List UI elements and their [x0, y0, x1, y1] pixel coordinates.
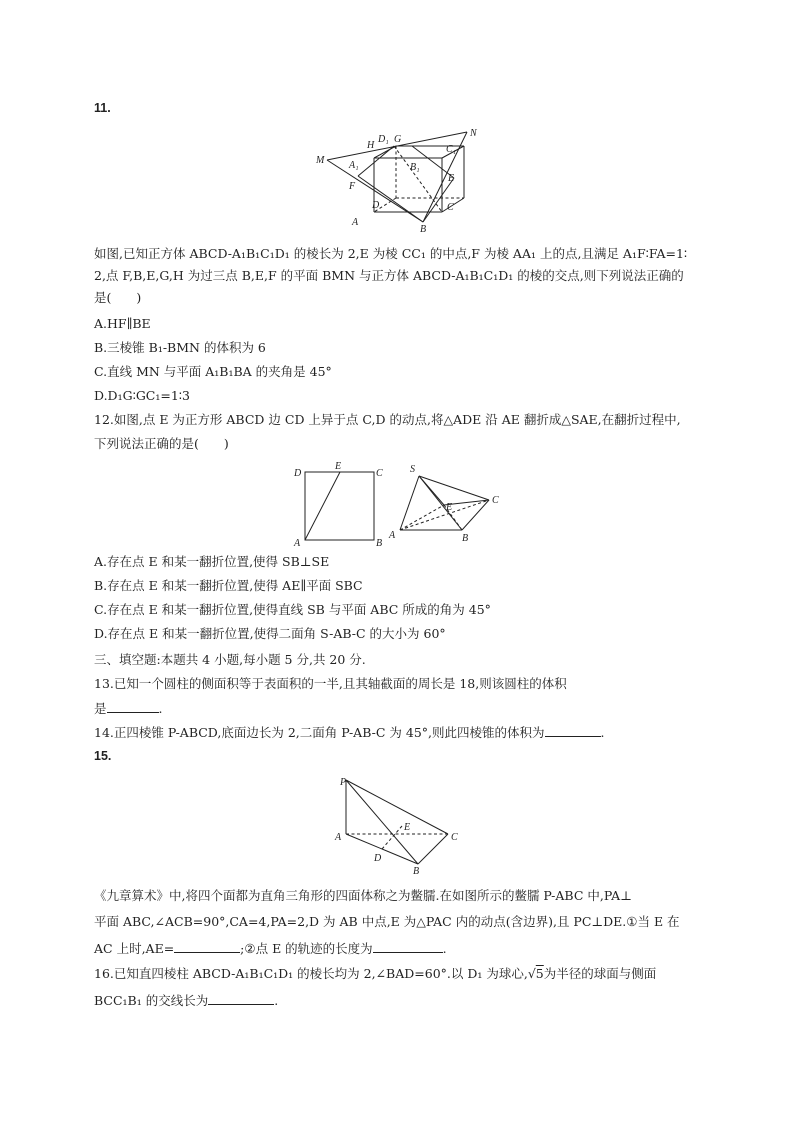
- q15-answer-blank-2[interactable]: [373, 940, 443, 953]
- section-3-heading: 三、填空题:本题共 4 小题,每小题 5 分,共 20 分.: [94, 652, 366, 667]
- q14-answer-blank[interactable]: [545, 724, 601, 737]
- q11-label-d: D: [372, 200, 380, 211]
- q13-line-1: 13.已知一个圆柱的侧面积等于表面积的一半,且其轴截面的周长是 18,则该圆柱的体积: [94, 676, 567, 691]
- q15-label-e: E: [404, 822, 411, 833]
- q11-label-a: A: [352, 217, 359, 228]
- q12-option-d: D.存在点 E 和某一翻折位置,使得二面角 S-AB-C 的大小为 60°: [94, 626, 446, 641]
- q12-folded-figure: [386, 462, 506, 544]
- sqrt-radicand: 5: [535, 966, 544, 981]
- q15-answer-blank-1[interactable]: [174, 940, 240, 953]
- q12-option-b: B.存在点 E 和某一翻折位置,使得 AE∥平面 SBC: [94, 578, 363, 593]
- q11-cube-figure: [312, 126, 488, 234]
- q12-left-label-c: C: [376, 468, 383, 479]
- q14-text: 14.正四棱锥 P-ABCD,底面边长为 2,二面角 P-AB-C 为 45°,则此四棱锥的体积为: [94, 725, 545, 740]
- q11-stem-line-1: 如图,已知正方体 ABCD-A₁B₁C₁D₁ 的棱长为 2,E 为棱 CC₁ 的中点,F 为棱 AA₁ 上的点,且满足 A₁F∶FA=1∶: [94, 246, 688, 261]
- q16-line-1: [94, 966, 656, 982]
- q15-line-3-c: .: [442, 941, 447, 956]
- q12-option-c: C.存在点 E 和某一翻折位置,使得直线 SB 与平面 ABC 所成的角为 45°: [94, 602, 491, 617]
- q12-right-label-b: B: [462, 533, 469, 544]
- q15-label-p: P: [340, 777, 347, 788]
- q11-label-c1: C₁: [446, 144, 457, 155]
- q16-answer-blank[interactable]: [208, 992, 274, 1005]
- q12-stem-line-2: 下列说法正确的是( ): [94, 436, 229, 451]
- q15-number: 15.: [94, 749, 112, 763]
- q11-label-m: M: [316, 155, 325, 166]
- q16-line-2-b: .: [274, 993, 279, 1008]
- sqrt-symbol: √5: [527, 966, 544, 981]
- q12-left-label-d: D: [294, 468, 302, 479]
- q12-left-label-b: B: [376, 538, 383, 548]
- q16-line-1-b: 为半径的球面与侧面: [543, 966, 657, 981]
- q11-label-b1: B₁: [410, 162, 420, 173]
- q11-label-a1: A₁: [349, 160, 359, 171]
- q12-left-label-e: E: [335, 461, 342, 472]
- q13-answer-blank[interactable]: [107, 700, 159, 713]
- q12-right-label-c: C: [492, 495, 499, 506]
- q11-option-c: C.直线 MN 与平面 A₁B₁BA 的夹角是 45°: [94, 364, 332, 379]
- q13-line-2-suffix: .: [158, 701, 163, 716]
- q12-left-label-a: A: [294, 538, 301, 548]
- q15-line-2: 平面 ABC,∠ACB=90°,CA=4,PA=2,D 为 AB 中点,E 为△PAC 内的动点(含边界),且 PC⊥DE.①当 E 在: [94, 914, 680, 929]
- q11-label-g: G: [394, 134, 402, 145]
- q15-line-3-b: ;②点 E 的轨迹的长度为: [240, 941, 373, 956]
- q12-square-figure: [290, 460, 386, 548]
- q11-label-d1: D₁: [378, 134, 389, 145]
- q11-label-c: C: [447, 202, 454, 213]
- q11-label-f: F: [349, 181, 356, 192]
- q13-line-2-prefix: 是: [94, 701, 107, 716]
- q15-label-b: B: [413, 866, 420, 874]
- q14-line: [94, 724, 604, 741]
- q11-label-n: N: [470, 128, 477, 139]
- q15-label-a: A: [335, 832, 342, 843]
- q11-option-b: B.三棱锥 B₁-BMN 的体积为 6: [94, 340, 266, 355]
- q12-option-a: A.存在点 E 和某一翻折位置,使得 SB⊥SE: [94, 554, 330, 569]
- q14-suffix: .: [600, 725, 605, 740]
- q11-stem-line-3: 是( ): [94, 290, 142, 305]
- q12-stem-line-1: 12.如图,点 E 为正方形 ABCD 边 CD 上异于点 C,D 的动点,将△ADE 沿 AE 翻折成△SAE,在翻折过程中,: [94, 412, 681, 427]
- q12-right-label-e: E: [446, 502, 453, 513]
- q11-option-a: A.HF∥BE: [94, 316, 151, 331]
- q16-line-2-a: BCC₁B₁ 的交线长为: [94, 993, 209, 1008]
- q16-line-1-a: 16.已知直四棱柱 ABCD-A₁B₁C₁D₁ 的棱长均为 2,∠BAD=60°.以 D₁ 为球心,: [94, 966, 528, 981]
- q11-label-h: H: [367, 140, 375, 151]
- q15-label-d: D: [374, 853, 382, 864]
- q12-right-label-s: S: [410, 464, 415, 475]
- q11-option-d: D.D₁G∶GC₁=1∶3: [94, 388, 191, 403]
- q11-number: 11.: [94, 101, 111, 115]
- q12-right-label-a: A: [389, 530, 396, 541]
- q11-stem-line-2: 2,点 F,B,E,G,H 为过三点 B,E,F 的平面 BMN 与正方体 ABCD-A₁B₁C₁D₁ 的棱的交点,则下列说法正确的: [94, 268, 684, 283]
- q15-label-c: C: [451, 832, 458, 843]
- q11-label-e: E: [448, 173, 455, 184]
- q15-tetrahedron-figure: [332, 774, 462, 874]
- q16-line-2: [94, 992, 278, 1009]
- q15-line-1: 《九章算术》中,将四个面都为直角三角形的四面体称之为鳖臑.在如图所示的鳖臑 P-ABC 中,PA⊥: [94, 888, 632, 903]
- q13-line-2: [94, 700, 163, 717]
- q15-line-3-a: AC 上时,AE=: [94, 941, 175, 956]
- q15-line-3: [94, 940, 447, 957]
- q11-label-b: B: [420, 224, 427, 234]
